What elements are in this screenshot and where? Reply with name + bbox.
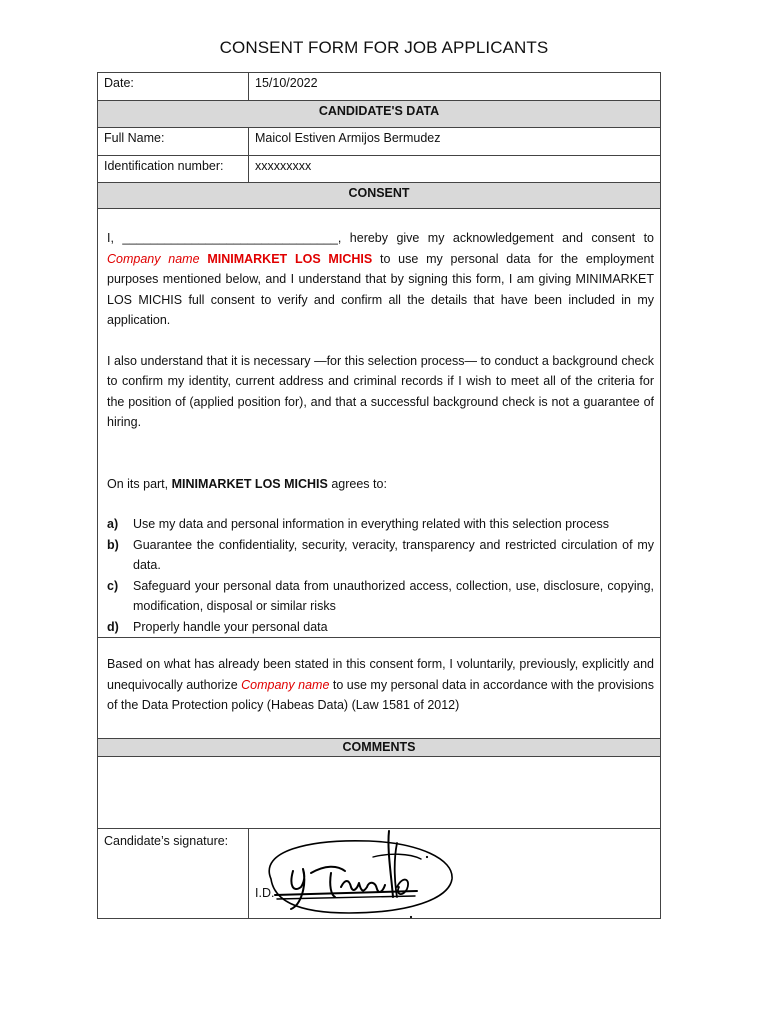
consent-form-table — [97, 72, 661, 919]
authorization-paragraph: Based on what has already been stated in this consent form, I voluntarily, previously, explicitly and unequivocally authorize Company name to use my personal data in accordance with the provisions of the Data Protection policy (Habeas Data) (Law 1581 of 2012) — [107, 657, 654, 712]
comments-field[interactable] — [98, 757, 661, 829]
signature-row — [98, 829, 661, 919]
date-row — [98, 73, 661, 101]
identification-value: xxxxxxxxx — [249, 156, 661, 183]
list-item: b) Guarantee the confidentiality, security, veracity, transparency and restricted circulation of my data. — [107, 537, 654, 572]
company-name-placeholder: Company name — [107, 251, 200, 266]
signature-cell — [249, 829, 661, 919]
comments-header-row — [98, 739, 661, 757]
consent-header: CONSENT — [98, 183, 661, 209]
identification-label: Identification number: — [98, 156, 249, 183]
agrees-line: On its part, MINIMARKET LOS MICHIS agrees to: — [107, 476, 387, 491]
company-name-bold: MINIMARKET LOS MICHIS — [171, 476, 328, 491]
list-item: a) Use my data and personal information in everything related with this selection process — [107, 517, 609, 531]
handwritten-signature — [249, 829, 661, 919]
authorization-row — [98, 638, 661, 739]
full-name-label: Full Name: — [98, 128, 249, 156]
company-name-placeholder: Company name — [241, 677, 330, 692]
candidate-name-blank: _______________________________ — [122, 231, 338, 245]
list-item: c) Safeguard your personal data from unauthorized access, collection, use, disclosure, copying, modification, disposal or similar risks — [107, 578, 654, 613]
identification-row — [98, 156, 661, 183]
comments-header: COMMENTS — [98, 739, 661, 757]
commitments-list — [107, 514, 654, 637]
form-title: CONSENT FORM FOR JOB APPLICANTS — [219, 38, 549, 57]
signature-label: Candidate’s signature: — [98, 829, 249, 919]
date-label: Date: — [98, 73, 249, 101]
full-name-value: Maicol Estiven Armijos Bermudez — [249, 128, 661, 156]
id-label: I.D. — [255, 886, 275, 900]
candidate-data-header: CANDIDATE'S DATA — [98, 101, 661, 128]
consent-header-row — [98, 183, 661, 209]
full-name-row — [98, 128, 661, 156]
list-item: d) Properly handle your personal data — [107, 619, 328, 634]
consent-body-row — [98, 209, 661, 638]
consent-paragraph-1: I, _______________________________, hereby give my acknowledgement and consent to Company name MINIMARKET LOS MICHIS to use my personal data for the employment purposes mentioned below, and I understand that by signing this form, I am giving MINIMARKET LOS MICHIS full consent to verify and confirm all the details that have been included in my application. — [107, 231, 654, 327]
company-name: MINIMARKET LOS MICHIS — [207, 251, 373, 266]
date-value: 15/10/2022 — [249, 73, 661, 101]
candidate-data-header-row — [98, 101, 661, 128]
comments-row — [98, 757, 661, 829]
consent-paragraph-2: I also understand that it is necessary —for this selection process— to conduct a background check to confirm my identity, current address and criminal records if I wish to meet all of the criteria for the position of (applied position for), and that a successful background check is not a guarantee of hiring. — [107, 353, 654, 429]
